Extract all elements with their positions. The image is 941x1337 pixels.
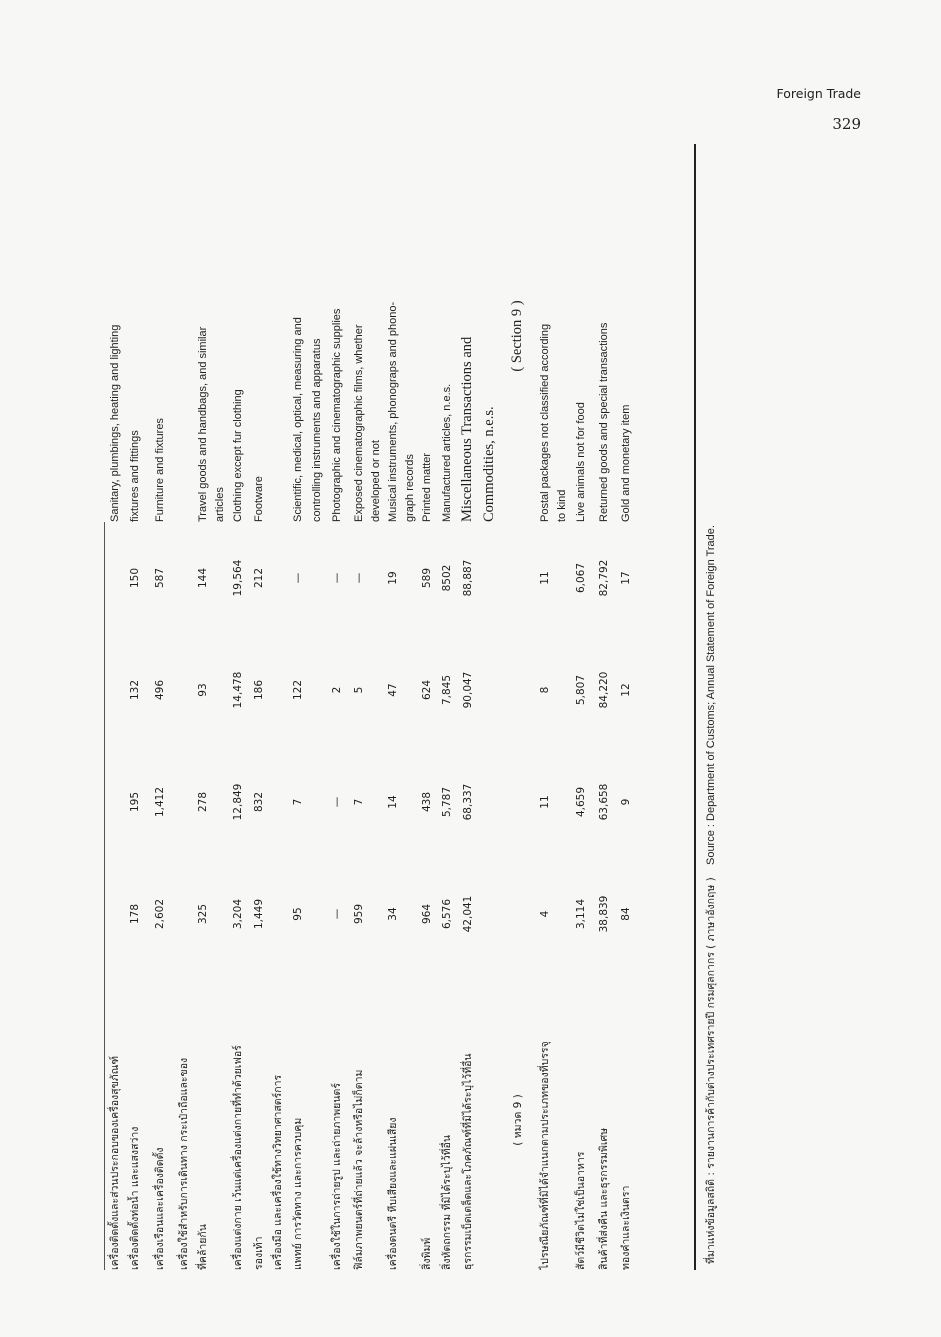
value-cell: 5 (352, 686, 365, 694)
value-cell (269, 634, 287, 746)
thai-label: เครื่องแต่งกาย เว้นแต่เครื่องแต่งกายที่ทำด้วยเฟอร์ (232, 1045, 244, 1270)
value-cell: — (330, 796, 343, 808)
value-cell (213, 522, 227, 634)
thai-label (309, 970, 325, 1270)
source-english: Source : Department of Customs; Annual Statement of Foreign Trade. (705, 525, 717, 866)
value-cell (369, 634, 383, 746)
value-cell (309, 746, 325, 858)
value-cell: 19,564 (231, 559, 244, 597)
value-cell: — (330, 572, 343, 584)
value-cell: 93 (196, 683, 209, 697)
thai-label: สินค้าที่ส่งคืน และธุรกรรมพิเศษ (598, 1127, 610, 1270)
value-cell: 14,478 (231, 671, 244, 709)
english-label: Returned goods and special transactions (597, 322, 610, 522)
table-row (349, 150, 369, 1270)
table-row (501, 150, 535, 1270)
table-row (479, 150, 501, 1270)
value-cell: 88,887 (461, 559, 474, 597)
table-row (403, 150, 417, 1270)
value-cell (213, 858, 227, 970)
english-label: Commodities, n.e.s. (481, 406, 497, 522)
thai-label: ไปรษณียภัณฑ์ที่มิได้จำแนกตามประเภทของที่บรรจุ (539, 1041, 551, 1270)
table-row (369, 150, 383, 1270)
value-cell: 122 (291, 679, 304, 701)
table-body (90, 150, 637, 1270)
value-cell: 4,659 (574, 786, 587, 818)
value-cell (269, 522, 287, 634)
value-cell: 325 (196, 903, 209, 925)
english-label: Printed matter (420, 452, 433, 522)
value-cell: 144 (196, 567, 209, 589)
rule-cell (90, 522, 105, 634)
value-cell (309, 522, 325, 634)
english-label: Postal packages not classified according (538, 323, 551, 522)
value-cell (501, 858, 535, 970)
value-cell (213, 634, 227, 746)
table-row (213, 150, 227, 1270)
value-cell: 178 (128, 903, 141, 925)
value-cell: 68,337 (461, 783, 474, 821)
value-cell: 42,041 (461, 895, 474, 933)
value-cell: 84 (619, 907, 632, 921)
english-label: Exposed cinematographic films, whether (352, 324, 365, 522)
value-cell (309, 634, 325, 746)
value-cell (369, 746, 383, 858)
value-cell (555, 522, 569, 634)
value-cell (555, 858, 569, 970)
value-cell (175, 858, 193, 970)
value-cell (479, 746, 501, 858)
value-cell: 589 (420, 567, 433, 589)
value-cell (269, 858, 287, 970)
trade-table (90, 150, 637, 1270)
thai-label: สัตว์มีชีวิตไม่ใช่เป็นอาหาร (575, 1151, 587, 1270)
rule-cell (90, 746, 105, 858)
english-label: Clothing except fur clothing (231, 389, 244, 522)
rule-cell (90, 150, 105, 522)
value-cell: 1,412 (153, 786, 166, 818)
thai-label: ฟิล์มภาพยนตร์ที่ถ่ายแล้ว จะล้างหรือไม่ก็ตาม (353, 1069, 365, 1270)
thai-label (213, 970, 227, 1270)
thai-label (369, 970, 383, 1270)
value-cell: 278 (196, 791, 209, 813)
table-row (417, 150, 437, 1270)
value-cell: 11 (538, 571, 551, 585)
value-cell: 212 (252, 567, 265, 589)
value-cell: 186 (252, 679, 265, 701)
value-cell (269, 746, 287, 858)
value-cell (175, 634, 193, 746)
source-note (694, 144, 719, 1270)
value-cell (501, 746, 535, 858)
value-cell: 2 (330, 686, 343, 694)
english-label: Sanitary, plumbings, heating and lighting (108, 324, 121, 522)
value-cell (175, 746, 193, 858)
table-row (125, 150, 145, 1270)
value-cell: 17 (619, 571, 632, 585)
thai-label: ธุรกรรมเบ็ดเตล็ดและโภคภัณฑ์ที่มิได้ระบุไว้ที่อื่น (462, 1053, 474, 1270)
value-cell (479, 858, 501, 970)
value-cell (105, 522, 125, 634)
value-cell: 5,787 (440, 786, 453, 818)
value-cell: 38,839 (597, 895, 610, 933)
value-cell: 964 (420, 903, 433, 925)
thai-label: เครื่องติดตั้งท่อน้ำ และแสงสว่าง (129, 1126, 141, 1270)
value-cell: 624 (420, 679, 433, 701)
value-cell (105, 634, 125, 746)
value-cell (501, 634, 535, 746)
table-row (269, 150, 287, 1270)
english-label: Manufactured articles, n.e.s. (440, 383, 453, 522)
table-row (287, 150, 309, 1270)
column-rule-row (90, 150, 105, 1270)
value-cell: 195 (128, 791, 141, 813)
value-cell (369, 522, 383, 634)
value-cell: 832 (252, 791, 265, 813)
value-cell (501, 522, 535, 634)
english-label: Furniture and fixtures (153, 418, 166, 522)
table-row (193, 150, 213, 1270)
english-label: fixtures and fittings (128, 430, 141, 522)
thai-label: รองเท้า (253, 1236, 265, 1270)
value-cell: — (330, 908, 343, 920)
english-label (175, 150, 193, 522)
section-title: Foreign Trade (776, 86, 861, 101)
english-label: to kind (555, 489, 568, 522)
table-row (325, 150, 349, 1270)
value-cell: 63,658 (597, 783, 610, 821)
value-cell (309, 858, 325, 970)
table-row (593, 150, 615, 1270)
value-cell: 7 (291, 798, 304, 806)
value-cell: 3,204 (231, 898, 244, 930)
value-cell: 14 (386, 795, 399, 809)
value-cell (479, 634, 501, 746)
page-number: 329 (832, 115, 861, 133)
value-cell: 90,047 (461, 671, 474, 709)
thai-label: สิ่งหัตถกรรม ที่มิได้ระบุไว้ที่อื่น (441, 1135, 453, 1270)
value-cell: 438 (420, 791, 433, 813)
english-label: Scientific, medical, optical, measuring and (291, 317, 304, 522)
value-cell (105, 858, 125, 970)
table-row (175, 150, 193, 1270)
value-cell: 5,807 (574, 674, 587, 706)
thai-label: เครื่องดนตรี หีบเสียงและแผ่นเสียง (387, 1117, 399, 1270)
english-label: developed or not (369, 440, 382, 522)
value-cell: 496 (153, 679, 166, 701)
table-row (457, 150, 479, 1270)
rule-cell (90, 970, 105, 1270)
value-cell: 7 (352, 798, 365, 806)
table-row (535, 150, 555, 1270)
value-cell (403, 634, 417, 746)
thai-label: ที่คล้ายกัน (197, 1224, 209, 1270)
value-cell: 12 (619, 683, 632, 697)
table-row (555, 150, 569, 1270)
value-cell: 3,114 (574, 898, 587, 930)
value-cell (369, 858, 383, 970)
value-cell: 4 (538, 910, 551, 918)
value-cell (213, 746, 227, 858)
english-label: graph records (403, 454, 416, 522)
value-cell: 132 (128, 679, 141, 701)
table-row (105, 150, 125, 1270)
value-cell: — (352, 572, 365, 584)
value-cell: 34 (386, 907, 399, 921)
english-label: Footware (252, 476, 265, 522)
english-label: Gold and monetary item (619, 404, 632, 522)
thai-label: เครื่องเรือนและเครื่องติดตั้ง (154, 1147, 166, 1270)
value-cell: 9 (619, 798, 632, 806)
value-cell: 959 (352, 903, 365, 925)
value-cell: 7,845 (440, 674, 453, 706)
value-cell: 1,449 (252, 898, 265, 930)
english-label: articles (213, 487, 226, 522)
value-cell: 8 (538, 686, 551, 694)
value-cell (555, 634, 569, 746)
thai-label: สิ่งพิมพ์ (421, 1237, 433, 1270)
value-cell: 95 (291, 907, 304, 921)
value-cell: 2,602 (153, 898, 166, 930)
rotated-trade-table (90, 150, 720, 1270)
thai-label: ทองคำและเงินตรา (620, 1185, 632, 1270)
thai-label: เครื่องใช้ในการถ่ายรูป และถ่ายภาพยนตร์ (331, 1083, 343, 1270)
value-cell: 150 (128, 567, 141, 589)
value-cell (175, 522, 193, 634)
thai-label: เครื่องติดตั้งและส่วนประกอบของเครื่องสุขภัณฑ์ (109, 1055, 122, 1270)
rule-cell (90, 858, 105, 970)
english-label: Live animals not for food (574, 402, 587, 522)
english-label: Photographic and cinematographic supplies (330, 308, 343, 522)
table-row (227, 150, 249, 1270)
value-cell: 6,576 (440, 898, 453, 930)
thai-label: เครื่องมือ และเครื่องใช้ทางวิทยาศาสตร์การ (272, 1074, 284, 1270)
table-row (569, 150, 593, 1270)
rule-cell (90, 634, 105, 746)
source-thai: ที่มาแห่งข้อมูลสถิติ : รายงานการค้ากับต่างประเทศรายปี กรมศุลกากร ( ภาษาอังกฤษ ) (705, 877, 717, 1264)
thai-label (403, 970, 417, 1270)
thai-label (555, 970, 569, 1270)
english-label (269, 150, 287, 522)
value-cell: 12,849 (231, 783, 244, 821)
value-cell (105, 746, 125, 858)
table-row (309, 150, 325, 1270)
value-cell (403, 522, 417, 634)
value-cell: 11 (538, 795, 551, 809)
thai-label: แพทย์ การวัดทาง และการควบคุม (292, 1117, 304, 1270)
value-cell: 587 (153, 567, 166, 589)
table-row (145, 150, 175, 1270)
thai-label: เครื่องใช้สำหรับการเดินทาง กระเป๋าถือและของ (178, 1057, 190, 1270)
english-label: controlling instruments and apparatus (310, 338, 323, 522)
page-header (777, 86, 861, 133)
value-cell: 19 (386, 571, 399, 585)
thai-label: ( หมวด 9 ) (512, 1094, 524, 1146)
english-label: ( Section 9 ) (509, 300, 525, 372)
thai-label (479, 970, 501, 1270)
english-label: Miscellaneous Transactions and (459, 336, 475, 522)
table-row (249, 150, 269, 1270)
english-label: Musical instruments, phonograps and phono- (386, 301, 399, 522)
table-row (383, 150, 403, 1270)
value-cell: 82,792 (597, 559, 610, 597)
value-cell (403, 746, 417, 858)
table-row (437, 150, 457, 1270)
table-row (615, 150, 637, 1270)
value-cell (479, 522, 501, 634)
value-cell: 8502 (440, 564, 453, 592)
value-cell: 6,067 (574, 562, 587, 594)
value-cell (555, 746, 569, 858)
english-label: Travel goods and handbags, and similar (196, 326, 209, 522)
value-cell (403, 858, 417, 970)
value-cell: 47 (386, 683, 399, 697)
value-cell: — (291, 572, 304, 584)
value-cell: 84,220 (597, 671, 610, 709)
